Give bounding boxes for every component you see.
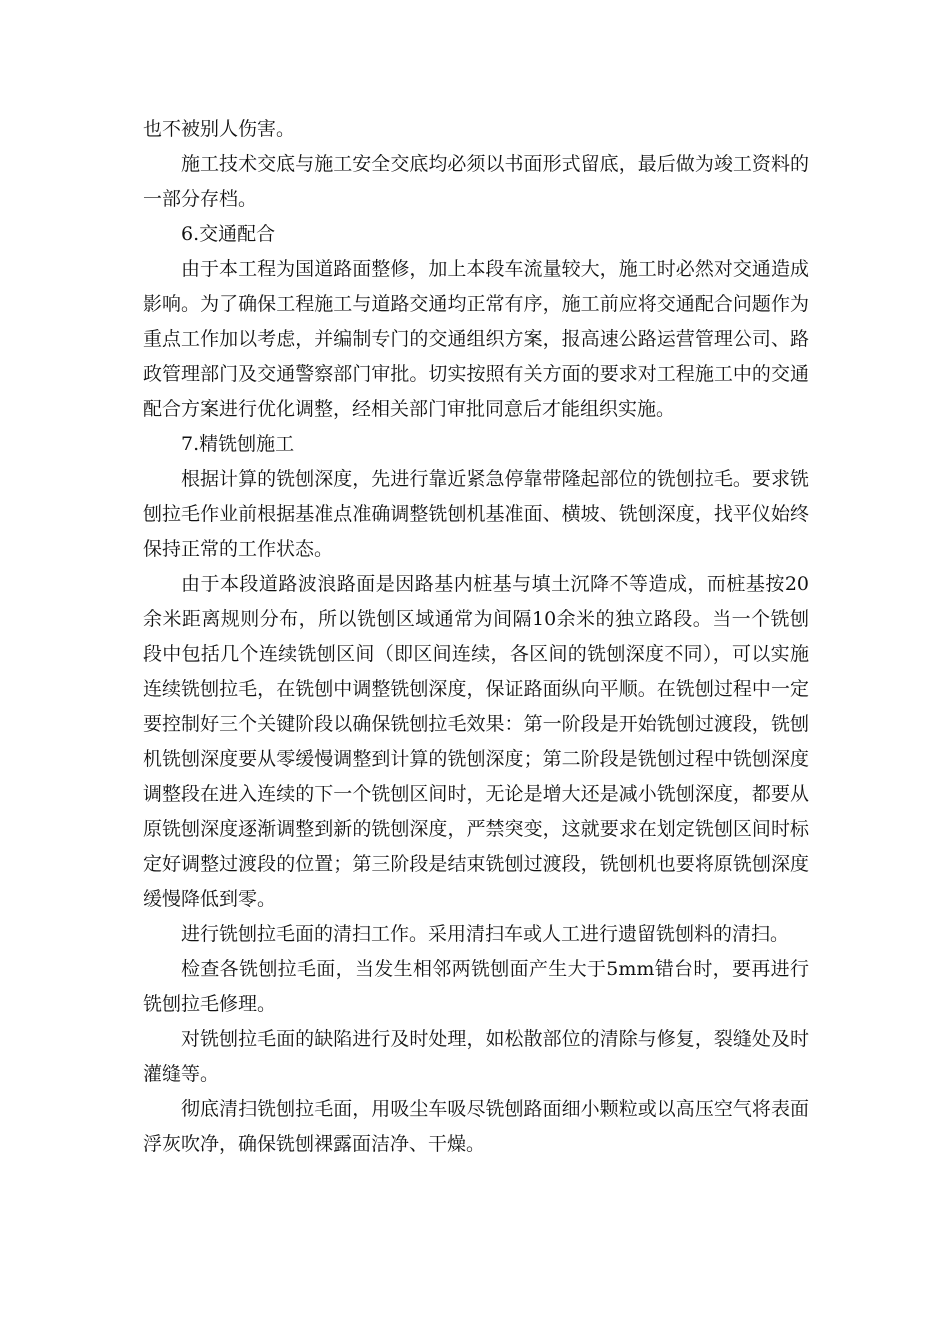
paragraph-milling-depth: 根据计算的铣刨深度，先进行靠近紧急停靠带隆起部位的铣刨拉毛。要求铣刨拉毛作业前根据基准点准确调整铣刨机基准面、横坡、铣刨深度，找平仪始终保持正常的工作状态。 — [143, 468, 809, 560]
section-heading-milling: 7.精铣刨施工 — [181, 433, 295, 455]
document-body — [143, 112, 809, 1162]
paragraph-defects: 对铣刨拉毛面的缺陷进行及时处理，如松散部位的清除与修复，裂缝处及时灌缝等。 — [143, 1028, 809, 1085]
paragraph-continuation: 也不被别人伤害。 — [143, 118, 296, 140]
paragraph-milling-stages: 由于本段道路波浪路面是因路基内桩基与填土沉降不等造成，而桩基按20余米距离规则分布，所以铣刨区域通常为间隔10余米的独立路段。当一个铣刨段中包括几个连续铣刨区间（即区间连续，各区间的铣刨深度不同），可以实施连续铣刨拉毛，在铣刨中调整铣刨深度，保证路面纵向平顺。在铣刨过程中一定要控制好三个关键阶段以确保铣刨拉毛效果：第一阶段是开始铣刨过渡段，铣刨机铣刨深度要从零缓慢调整到计算的铣刨深度；第二阶段是铣刨过程中铣刨深度调整段在进入连续的下一个铣刨区间时，无论是增大还是减小铣刨深度，都要从原铣刨深度逐渐调整到新的铣刨深度，严禁突变，这就要求在划定铣刨区间时标定好调整过渡段的位置；第三阶段是结束铣刨过渡段，铣刨机也要将原铣刨深度缓慢降低到零。 — [143, 573, 809, 910]
paragraph-final-cleaning: 彻底清扫铣刨拉毛面，用吸尘车吸尽铣刨路面细小颗粒或以高压空气将表面浮灰吹净，确保铣刨裸露面洁净、干燥。 — [143, 1098, 809, 1155]
paragraph-cleaning: 进行铣刨拉毛面的清扫工作。采用清扫车或人工进行遗留铣刨料的清扫。 — [181, 923, 790, 945]
paragraph-disclosure: 施工技术交底与施工安全交底均必须以书面形式留底，最后做为竣工资料的一部分存档。 — [143, 153, 809, 210]
paragraph-traffic: 由于本工程为国道路面整修，加上本段车流量较大，施工时必然对交通造成影响。为了确保工程施工与道路交通均正常有序，施工前应将交通配合问题作为重点工作加以考虑，并编制专门的交通组织方案，报高速公路运营管理公司、路政管理部门及交通警察部门审批。切实按照有关方面的要求对工程施工中的交通配合方案进行优化调整，经相关部门审批同意后才能组织实施。 — [143, 258, 809, 420]
paragraph-inspection: 检查各铣刨拉毛面，当发生相邻两铣刨面产生大于5mm错台时，要再进行铣刨拉毛修理。 — [143, 958, 809, 1015]
section-heading-traffic: 6.交通配合 — [181, 223, 276, 245]
